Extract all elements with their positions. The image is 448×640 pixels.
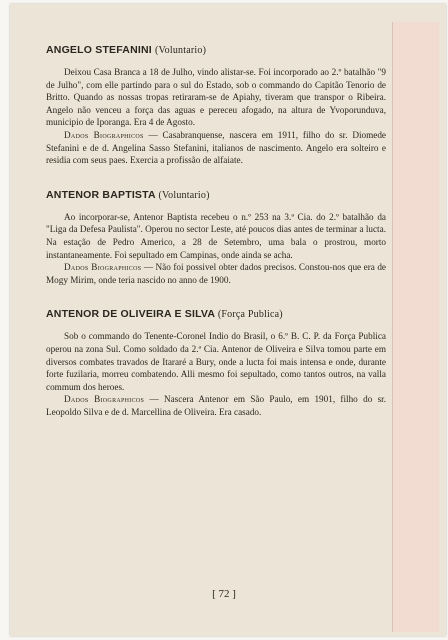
bio-text: — Não foi possivel obter dados precisos. Constou-nos que era de Mogy Mirim, onde teria nascido no anno de 1900. [46,262,387,285]
entry-paragraph: Deixou Casa Branca a 18 de Julho, vindo alistar-se. Foi incorporado ao 2.º batalhão "9 de Julho", com elle partindo para o sul do Estado, sob o commando do Capitão Tenorio de Britto. Quando as nossas tropas retiraram-se de Apiahy, tiveram que transpor o Ribeira. Angelo não venceu a força das aguas e pereceu afogado, na altura de Yvoporunduva, municipio de Iporanga. Era 4 de Agosto. [46,67,386,128]
entry-name: ANTENOR DE OLIVEIRA E SILVA [46,308,215,321]
entry-heading [46,44,386,56]
entry-paragraph: Sob o commando do Tenente-Coronel Indio do Brasil, o 6.º B. C. P. da Força Publica operou na zona Sul. Como soldado da 2.ª Cia. Antenor de Oliveira e Silva tomou parte em diversos combates travados de Itararé a Bury, onde a lucta foi mais intensa e onde, durante forte fuzilaria, morreu combatendo. Alli mesmo foi sepultado, como tantos outros, na valla commum dos heroes. [46,331,386,392]
bio-label: Dados Biographicos [64,394,145,405]
bio-label: Dados Biographicos [64,129,144,140]
entry-heading [46,308,386,320]
bio-text: — Casabranquense, nascera em 1911, filho do sr. Diomede Stefanini e de d. Angelina Sasso Stefanini, italianos de nascimento. Angelo era solteiro e residia com seus paes. Exercia a profissão de alfaiate. [46,129,387,166]
bio-paragraph [46,261,386,286]
document-body [46,44,386,440]
entry-antenor-baptista [46,189,386,287]
entry-name: ANGELO STEFANINI [46,44,152,56]
page-number: [ 72 ] [212,588,236,600]
bio-text: — Nascera Antenor em São Paulo, em 1901, filho do sr. Leopoldo Silva e de d. Marcellina de Oliveira. Era casado. [46,394,386,417]
entry-note: (Voluntario) [155,45,207,56]
bio-paragraph [46,393,386,418]
bio-label: Dados Biographicos [64,262,142,273]
entry-heading [46,189,386,201]
entry-note: (Voluntario) [158,189,210,201]
bio-paragraph [46,129,386,167]
page-edge-fold [392,22,439,632]
entry-note: (Força Publica) [217,309,283,321]
entry-paragraph: Ao incorporar-se, Antenor Baptista recebeu o n.º 253 na 3.ª Cia. do 2.º batalhão da "Liga da Defesa Paulista". Operou no sector Leste, até poucos dias antes de terminar a lucta. Na estação de Pedro Americo, a 28 de Setembro, uma bala o prostrou, morto instantaneamente. Foi sepultado em Campinas, onde ainda se acha. [46,211,386,260]
entry-name: ANTENOR BAPTISTA [46,188,156,201]
entry-antenor-de-oliveira-e-silva [46,308,386,418]
entry-angelo-stefanini [46,44,386,167]
